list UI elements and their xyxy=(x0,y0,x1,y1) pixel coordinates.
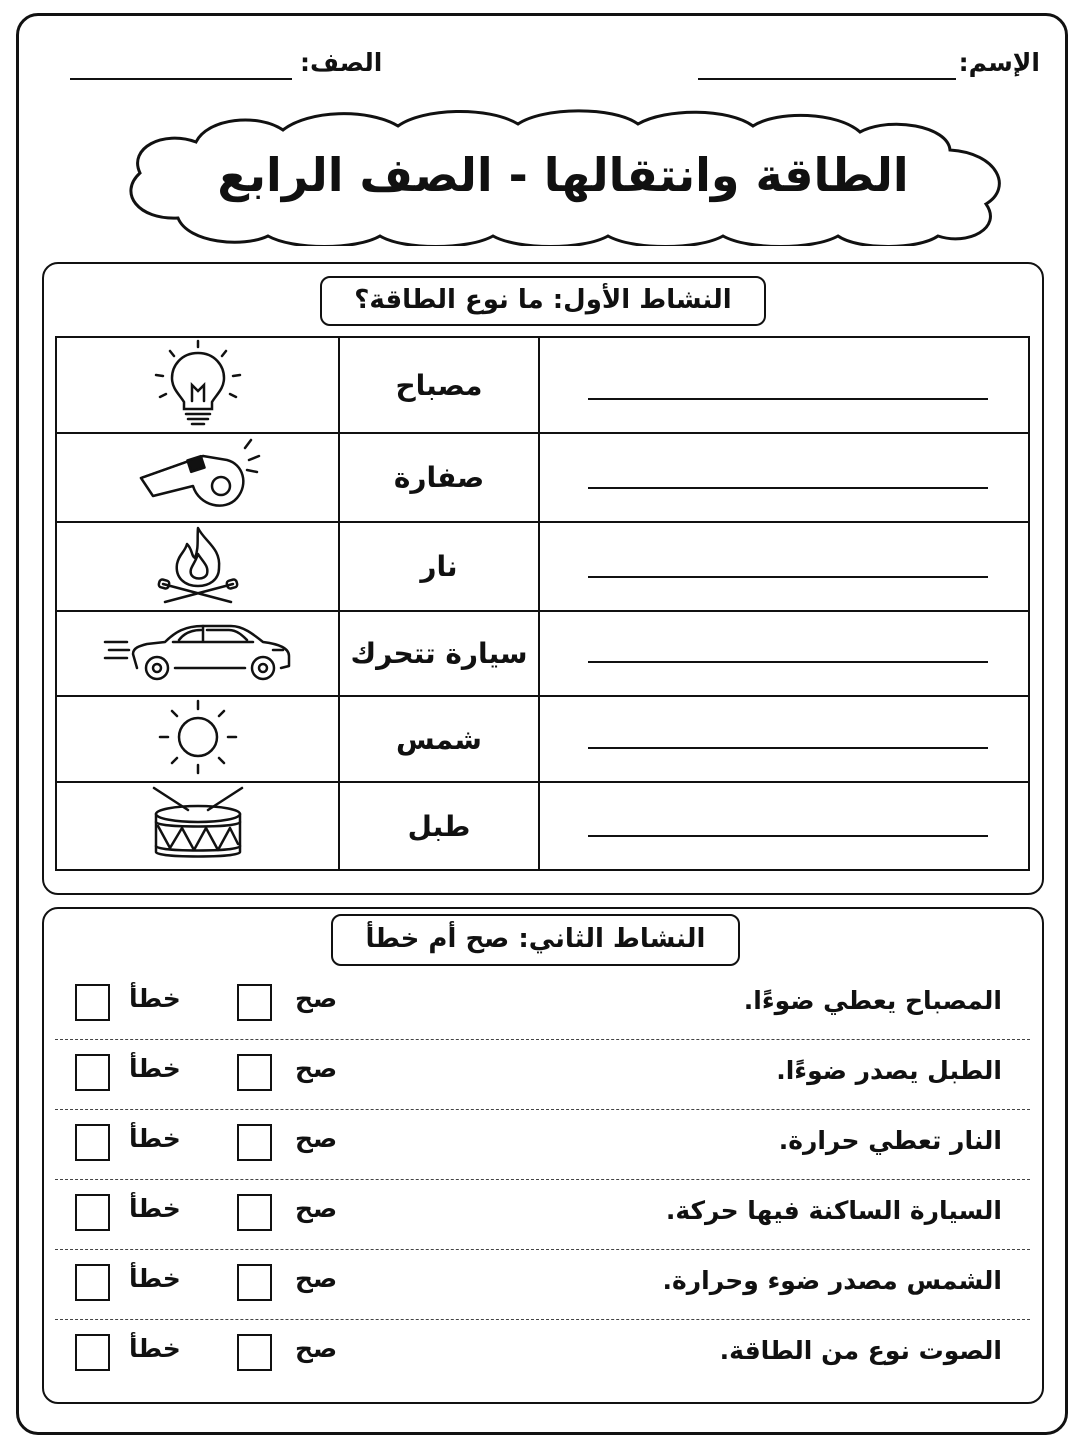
statement-text: الطبل يصدر ضوءًا. xyxy=(776,1056,1002,1085)
statement-text: المصباح يعطي ضوءًا. xyxy=(743,986,1002,1015)
true-false-row xyxy=(55,1250,1030,1320)
false-label: خطأ xyxy=(129,1054,181,1083)
picture-cell xyxy=(56,611,339,696)
true-false-row xyxy=(55,1320,1030,1390)
table-row xyxy=(56,696,1029,782)
class-line[interactable] xyxy=(70,78,292,80)
energy-word: سيارة تتحرك xyxy=(339,611,539,696)
name-line[interactable] xyxy=(698,78,956,80)
activity1-title: النشاط الأول: ما نوع الطاقة؟ xyxy=(320,276,766,326)
answer-cell[interactable] xyxy=(539,337,1029,433)
true-checkbox[interactable] xyxy=(237,984,272,1021)
true-false-row xyxy=(55,1180,1030,1250)
statement-text: الشمس مصدر ضوء وحرارة. xyxy=(662,1266,1002,1295)
sun-icon xyxy=(154,697,242,777)
drum-icon xyxy=(148,784,248,864)
false-label: خطأ xyxy=(129,1194,181,1223)
energy-table xyxy=(55,336,1030,871)
true-checkbox[interactable] xyxy=(237,1124,272,1161)
true-label: صح xyxy=(295,1124,338,1153)
answer-cell[interactable] xyxy=(539,696,1029,782)
false-label: خطأ xyxy=(129,1264,181,1293)
true-checkbox[interactable] xyxy=(237,1334,272,1371)
true-false-row xyxy=(55,1040,1030,1110)
picture-cell xyxy=(56,696,339,782)
false-checkbox[interactable] xyxy=(75,1334,110,1371)
false-checkbox[interactable] xyxy=(75,984,110,1021)
true-label: صح xyxy=(295,984,338,1013)
statement-text: السيارة الساكنة فيها حركة. xyxy=(665,1196,1002,1225)
answer-line[interactable] xyxy=(588,576,988,578)
picture-cell xyxy=(56,522,339,611)
table-row xyxy=(56,337,1029,433)
false-label: خطأ xyxy=(129,1334,181,1363)
true-checkbox[interactable] xyxy=(237,1194,272,1231)
answer-line[interactable] xyxy=(588,835,988,837)
false-checkbox[interactable] xyxy=(75,1194,110,1231)
true-label: صح xyxy=(295,1334,338,1363)
table-row xyxy=(56,433,1029,522)
true-checkbox[interactable] xyxy=(237,1264,272,1301)
true-label: صح xyxy=(295,1054,338,1083)
energy-word: مصباح xyxy=(339,337,539,433)
true-false-row xyxy=(55,1110,1030,1180)
answer-line[interactable] xyxy=(588,747,988,749)
true-checkbox[interactable] xyxy=(237,1054,272,1091)
answer-cell[interactable] xyxy=(539,522,1029,611)
whistle-icon xyxy=(133,436,263,516)
picture-cell xyxy=(56,433,339,522)
class-label: الصف: xyxy=(300,48,383,77)
energy-word: طبل xyxy=(339,782,539,870)
true-label: صح xyxy=(295,1264,338,1293)
energy-word: صفارة xyxy=(339,433,539,522)
false-checkbox[interactable] xyxy=(75,1124,110,1161)
true-label: صح xyxy=(295,1194,338,1223)
picture-cell xyxy=(56,337,339,433)
answer-cell[interactable] xyxy=(539,782,1029,870)
energy-word: شمس xyxy=(339,696,539,782)
moving-car-icon xyxy=(103,620,293,684)
statement-text: الصوت نوع من الطاقة. xyxy=(719,1336,1002,1365)
false-checkbox[interactable] xyxy=(75,1054,110,1091)
campfire-icon xyxy=(153,524,243,606)
answer-cell[interactable] xyxy=(539,433,1029,522)
answer-line[interactable] xyxy=(588,398,988,400)
answer-cell[interactable] xyxy=(539,611,1029,696)
answer-line[interactable] xyxy=(588,487,988,489)
table-row xyxy=(56,611,1029,696)
true-false-row xyxy=(55,970,1030,1040)
table-row xyxy=(56,782,1029,870)
answer-line[interactable] xyxy=(588,661,988,663)
picture-cell xyxy=(56,782,339,870)
false-label: خطأ xyxy=(129,984,181,1013)
energy-word: نار xyxy=(339,522,539,611)
false-label: خطأ xyxy=(129,1124,181,1153)
false-checkbox[interactable] xyxy=(75,1264,110,1301)
statement-text: النار تعطي حرارة. xyxy=(778,1126,1002,1155)
page-title: الطاقة وانتقالها - الصف الرابع xyxy=(217,148,909,202)
name-label: الإسم: xyxy=(958,48,1040,77)
light-bulb-icon xyxy=(148,339,248,427)
activity2-title: النشاط الثاني: صح أم خطأ xyxy=(331,914,740,966)
table-row xyxy=(56,522,1029,611)
